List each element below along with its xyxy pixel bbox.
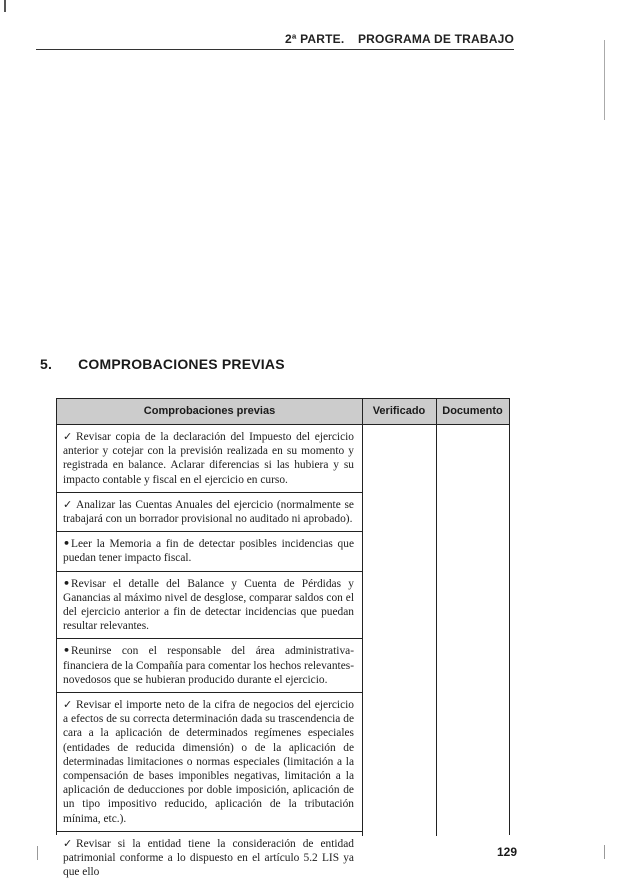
bullet-icon: • bbox=[63, 644, 71, 658]
row-text: Revisar copia de la declaración del Impuesto del ejercicio anterior y cotejar con la previsión realizada en su momento y registrada en balance. Aclarar diferencias si las hubiera y su impacto contable y fiscal en el ejercicio en curso. bbox=[63, 431, 354, 486]
table-row bbox=[57, 572, 362, 640]
header-rule bbox=[36, 49, 514, 50]
check-mark-icon: ✓ bbox=[63, 430, 73, 443]
row-text: Revisar el detalle del Balance y Cuenta de Pérdidas y Ganancias al máximo nivel de desglose, comparar saldos con el del ejercicio anterior a fin de detectar incidencias que puedan resultar relevantes. bbox=[63, 577, 354, 633]
table-header-row bbox=[57, 399, 509, 425]
row-text: Reunirse con el responsable del área administrativa-financiera de la Compañía para comentar los hechos relevantes-novedosos que se hubieran producido durante el ejercicio. bbox=[63, 645, 354, 686]
column-divider bbox=[436, 399, 437, 836]
column-header-checks: Comprobaciones previas bbox=[143, 405, 276, 417]
table-row bbox=[57, 693, 362, 832]
column-header-document: Documento bbox=[442, 405, 503, 417]
check-mark-icon: ✓ bbox=[63, 698, 73, 712]
check-mark-icon: ✓ bbox=[63, 836, 73, 850]
bullet-icon: • bbox=[63, 576, 71, 590]
column-header-verified: Verificado bbox=[372, 405, 426, 417]
scan-mark bbox=[604, 845, 605, 859]
running-header bbox=[285, 32, 514, 46]
table-row bbox=[57, 639, 362, 693]
checklist-items bbox=[57, 425, 362, 879]
row-text: Revisar si la entidad tiene la consideración de entidad patrimonial conforme a lo dispuesto en el artículo 5.2 LIS ya que ello bbox=[63, 837, 354, 879]
bullet-icon: • bbox=[63, 537, 71, 551]
page-number: 129 bbox=[497, 845, 518, 859]
scan-mark bbox=[4, 0, 6, 12]
row-text: Revisar el importe neto de la cifra de negocios del ejercicio a efectos de su correcta determinación dada su trascendencia de cara a la aplicación de determinados regímenes especiales (entidades de reducida dimensión) o de la aplicación de determinadas limitaciones o normas especiales (limitación a la compensación de bases imponibles negativas, limitación a la aplicación de deducciones por doble imposición, aplicación de un tipo impositivo reducido, aplicación de la tributación mínima, etc.). bbox=[63, 699, 354, 825]
section-heading bbox=[40, 356, 285, 372]
table-row bbox=[57, 425, 362, 493]
table-row bbox=[57, 832, 362, 885]
row-text: Leer la Memoria a fin de detectar posibles incidencias que puedan tener impacto fiscal. bbox=[63, 538, 354, 565]
section-number: 5. bbox=[40, 356, 53, 372]
table-row bbox=[57, 493, 362, 532]
scan-mark bbox=[37, 846, 38, 860]
section-title: COMPROBACIONES PREVIAS bbox=[78, 356, 285, 372]
column-divider bbox=[362, 399, 363, 836]
header-part: 2ª PARTE. bbox=[285, 32, 345, 46]
scan-mark bbox=[604, 40, 605, 120]
header-title: PROGRAMA DE TRABAJO bbox=[357, 32, 514, 46]
row-text: Analizar las Cuentas Anuales del ejercicio (normalmente se trabajará con un borrador provisional no auditado ni aprobado). bbox=[63, 498, 354, 526]
table-row bbox=[57, 532, 362, 571]
check-mark-icon: ✓ bbox=[63, 497, 73, 511]
